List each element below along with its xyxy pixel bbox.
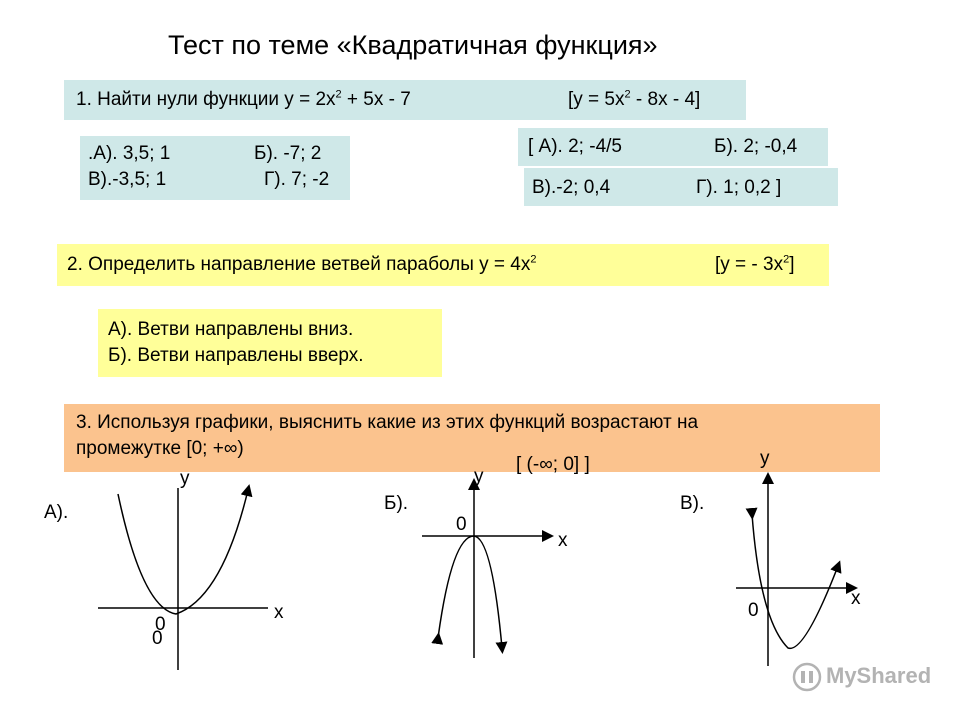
alt-answers-1-top	[518, 128, 828, 166]
graph-b-parabola	[438, 536, 502, 648]
graph-a-x-label: х	[274, 602, 284, 623]
question-1-text: 1. Найти нули функции $у = 2х^2 + 5х - 7$	[76, 88, 411, 110]
question-3-line-1: 3. Используя графики, выяснить какие из этих функций возрастают на	[76, 412, 699, 433]
alt-answer-1c: В).-2; 0,4	[532, 177, 611, 198]
question-3-line-2: промежутке [0; +∞)	[76, 438, 244, 459]
graph-c	[730, 470, 870, 670]
graph-c-origin: 0	[748, 600, 759, 621]
graph-a-y-label: у	[180, 468, 190, 489]
question-2	[57, 244, 829, 286]
graph-a-parabola	[118, 490, 248, 614]
question-2-text: 2. Определить направление ветвей параболы $у = 4х^2$	[67, 253, 537, 275]
graph-b	[418, 478, 568, 668]
graph-a-label: А).	[44, 502, 69, 523]
watermark-text: MyShared	[826, 663, 932, 688]
answer-1a: .А). 3,5; 1	[88, 143, 171, 164]
graph-c-x-label: х	[851, 588, 861, 609]
graph-b-label: Б).	[384, 493, 409, 514]
answer-1d: Г). 7; -2	[264, 169, 330, 190]
answers-1	[80, 136, 350, 200]
graph-a	[90, 470, 300, 680]
graph-b-x-label: х	[558, 530, 568, 551]
answer-1b: Б). -7; 2	[254, 143, 322, 164]
graph-b-origin: 0	[456, 514, 467, 535]
graph-a-origin-top: 0	[155, 614, 166, 635]
answer-2a: А). Ветви направлены вниз.	[108, 319, 354, 340]
graph-c-label: В).	[680, 493, 705, 514]
answer-2b: Б). Ветви направлены вверх.	[108, 345, 364, 366]
question-1	[64, 80, 746, 120]
alt-answers-1-bottom	[524, 168, 838, 206]
watermark	[792, 660, 932, 694]
graph-a-origin-bottom: 0	[152, 628, 163, 649]
answer-1c: В).-3,5; 1	[88, 169, 167, 190]
question-1-alt: $[у = 5х^2 - 8х - 4]$	[568, 88, 701, 110]
alt-answer-1a: [ А). 2; -4/5	[528, 136, 622, 157]
question-3-alt: [ (-∞; 0] ]	[516, 454, 590, 475]
graph-c-parabola	[752, 514, 838, 648]
page-title: Тест по теме «Квадратичная функция»	[168, 30, 658, 60]
graph-c-y-label: у	[760, 448, 770, 469]
question-2-alt: [у = - $3х^2$]	[715, 253, 795, 275]
question-3	[64, 404, 880, 472]
watermark-logo-icon	[792, 662, 822, 692]
alt-answer-1b: Б). 2; -0,4	[714, 136, 798, 157]
alt-answer-1d: Г). 1; 0,2 ]	[696, 177, 782, 198]
answers-2	[98, 309, 442, 377]
graph-b-y-label: у	[474, 466, 484, 487]
